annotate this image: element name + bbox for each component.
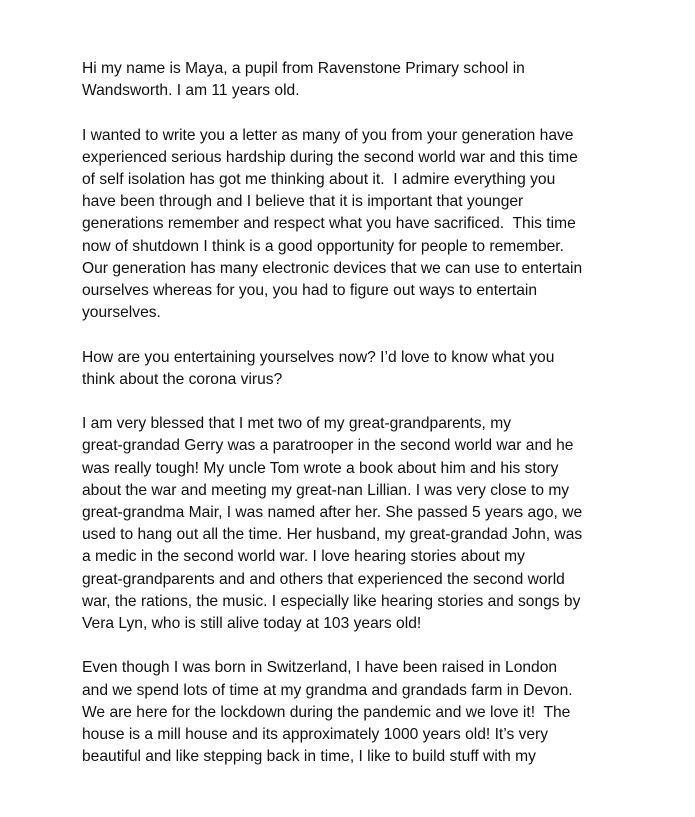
text-line: have been through and I believe that it is important that younger: [82, 193, 524, 211]
letter-body: [82, 58, 622, 791]
text-line: now of shutdown I think is a good opportunity for people to remember.: [82, 237, 564, 255]
paragraph-introduction: [82, 58, 622, 102]
text-line: I am very blessed that I met two of my great-grandparents, my: [82, 415, 512, 433]
paragraph-home: [82, 657, 622, 768]
text-line: of self isolation has got me thinking about it. I admire everything you: [82, 171, 556, 188]
text-line: and we spend lots of time at my grandma and grandads farm in Devon.: [82, 681, 573, 699]
text-line: I wanted to write you a letter as many of you from your generation have: [82, 126, 574, 144]
text-line: Hi my name is Maya, a pupil from Ravenstone Primary school in: [82, 60, 525, 77]
text-line: war, the rations, the music. I especially like hearing stories and songs by: [82, 592, 581, 610]
text-line: a medic in the second world war. I love hearing stories about my: [82, 548, 525, 566]
text-line: ourselves whereas for you, you had to figure out ways to entertain: [82, 282, 538, 300]
paragraph-purpose: [82, 125, 622, 325]
text-line: Vera Lyn, who is still alive today at 103 years old!: [82, 615, 422, 633]
paragraph-question: [82, 347, 622, 391]
text-line: about the war and meeting my great-nan Lillian. I was very close to my: [82, 481, 570, 499]
text-line: How are you entertaining yourselves now? I’d love to know what you: [82, 348, 555, 366]
text-line: great-grandparents and and others that experienced the second world: [82, 570, 565, 588]
text-line: generations remember and respect what you have sacrificed. This time: [82, 215, 576, 233]
text-line: think about the corona virus?: [82, 370, 283, 388]
text-line: yourselves.: [82, 304, 161, 322]
text-line: used to hang out all the time. Her husband, my great-grandad John, was: [82, 526, 583, 544]
text-line: experienced serious hardship during the second world war and this time: [82, 148, 578, 166]
text-line: Our generation has many electronic devices that we can use to entertain: [82, 259, 583, 277]
paragraph-family: [82, 413, 622, 635]
text-line: great-grandad Gerry was a paratrooper in the second world war and he: [82, 437, 574, 455]
text-line: house is a mill house and its approximately 1000 years old! It’s very: [82, 726, 549, 744]
text-line: We are here for the lockdown during the pandemic and we love it! The: [82, 703, 571, 721]
text-line: great-grandma Mair, I was named after her. She passed 5 years ago, we: [82, 504, 583, 522]
text-line: Even though I was born in Switzerland, I have been raised in London: [82, 659, 558, 677]
text-line: beautiful and like stepping back in time, I like to build stuff with my: [82, 748, 536, 766]
text-line: Wandsworth. I am 11 years old.: [82, 82, 300, 100]
text-line: was really tough! My uncle Tom wrote a book about him and his story: [82, 459, 559, 477]
